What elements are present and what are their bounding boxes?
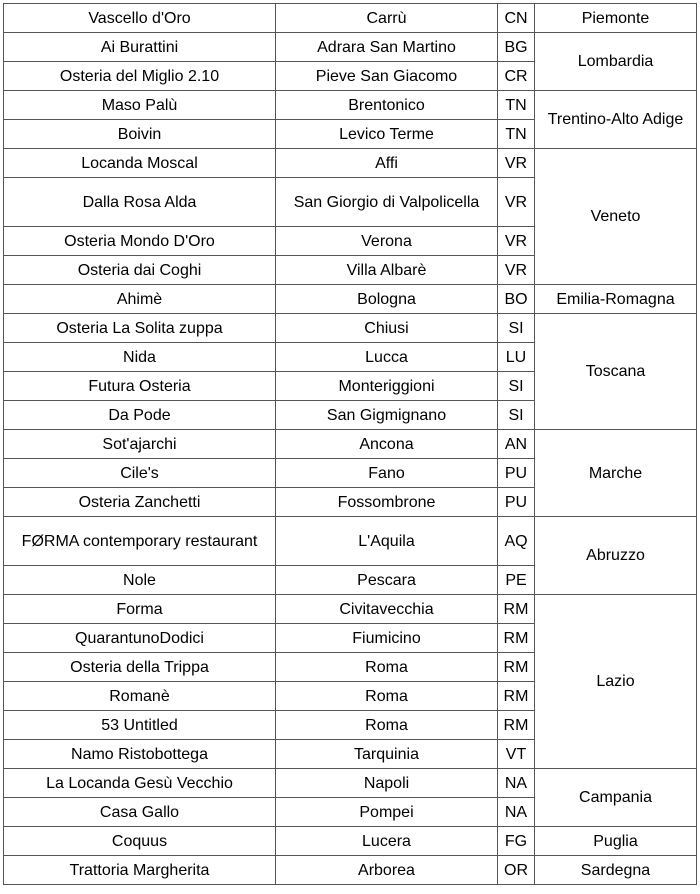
table-row bbox=[4, 4, 697, 33]
restaurant-province: AN bbox=[498, 430, 535, 459]
restaurant-name: Dalla Rosa Alda bbox=[4, 178, 276, 227]
restaurant-city: Villa Albarè bbox=[276, 256, 498, 285]
restaurant-name: Casa Gallo bbox=[4, 798, 276, 827]
restaurant-province: SI bbox=[498, 372, 535, 401]
region-cell: Lazio bbox=[535, 595, 697, 769]
restaurant-city: Pompei bbox=[276, 798, 498, 827]
restaurant-name: Sot'ajarchi bbox=[4, 430, 276, 459]
restaurant-city: Civitavecchia bbox=[276, 595, 498, 624]
restaurant-city: Roma bbox=[276, 653, 498, 682]
restaurant-province: AQ bbox=[498, 517, 535, 566]
restaurant-name: Cile's bbox=[4, 459, 276, 488]
table-row bbox=[4, 314, 697, 343]
restaurant-province: SI bbox=[498, 401, 535, 430]
restaurant-city: Roma bbox=[276, 682, 498, 711]
restaurant-city: Ancona bbox=[276, 430, 498, 459]
restaurant-province: PU bbox=[498, 488, 535, 517]
restaurant-province: TN bbox=[498, 91, 535, 120]
restaurant-name: FØRMA contemporary restaurant bbox=[4, 517, 276, 566]
restaurant-province: TN bbox=[498, 120, 535, 149]
restaurant-province: LU bbox=[498, 343, 535, 372]
region-cell: Toscana bbox=[535, 314, 697, 430]
restaurant-name: Vascello d'Oro bbox=[4, 4, 276, 33]
region-cell: Piemonte bbox=[535, 4, 697, 33]
restaurant-name: Nida bbox=[4, 343, 276, 372]
restaurant-name: Trattoria Margherita bbox=[4, 856, 276, 885]
restaurant-city: Pescara bbox=[276, 566, 498, 595]
restaurant-name: QuarantunoDodici bbox=[4, 624, 276, 653]
restaurant-name: Da Pode bbox=[4, 401, 276, 430]
restaurant-name: Nole bbox=[4, 566, 276, 595]
restaurant-city: Napoli bbox=[276, 769, 498, 798]
restaurant-province: RM bbox=[498, 624, 535, 653]
table-row bbox=[4, 430, 697, 459]
restaurant-name: Ai Burattini bbox=[4, 33, 276, 62]
restaurant-name: Futura Osteria bbox=[4, 372, 276, 401]
table-row bbox=[4, 517, 697, 566]
table-row bbox=[4, 149, 697, 178]
restaurant-city: Affi bbox=[276, 149, 498, 178]
restaurant-name: Coquus bbox=[4, 827, 276, 856]
region-cell: Campania bbox=[535, 769, 697, 827]
restaurant-city: Pieve San Giacomo bbox=[276, 62, 498, 91]
restaurant-city: Fossombrone bbox=[276, 488, 498, 517]
restaurant-city: Lucera bbox=[276, 827, 498, 856]
restaurant-city: Roma bbox=[276, 711, 498, 740]
restaurant-name: Namo Ristobottega bbox=[4, 740, 276, 769]
restaurant-province: FG bbox=[498, 827, 535, 856]
restaurant-city: Arborea bbox=[276, 856, 498, 885]
restaurant-name: Maso Palù bbox=[4, 91, 276, 120]
restaurant-name: Osteria La Solita zuppa bbox=[4, 314, 276, 343]
restaurant-name: La Locanda Gesù Vecchio bbox=[4, 769, 276, 798]
restaurant-city: Fano bbox=[276, 459, 498, 488]
restaurant-province: RM bbox=[498, 711, 535, 740]
restaurant-province: VR bbox=[498, 178, 535, 227]
restaurant-name: 53 Untitled bbox=[4, 711, 276, 740]
table-row bbox=[4, 769, 697, 798]
restaurant-province: NA bbox=[498, 798, 535, 827]
restaurant-province: SI bbox=[498, 314, 535, 343]
region-cell: Abruzzo bbox=[535, 517, 697, 595]
region-cell: Marche bbox=[535, 430, 697, 517]
restaurant-city: Verona bbox=[276, 227, 498, 256]
restaurant-name: Osteria dai Coghi bbox=[4, 256, 276, 285]
restaurant-province: RM bbox=[498, 653, 535, 682]
restaurant-city: Fiumicino bbox=[276, 624, 498, 653]
restaurant-province: PU bbox=[498, 459, 535, 488]
restaurant-province: VT bbox=[498, 740, 535, 769]
region-cell: Trentino-Alto Adige bbox=[535, 91, 697, 149]
restaurant-name: Osteria della Trippa bbox=[4, 653, 276, 682]
region-cell: Veneto bbox=[535, 149, 697, 285]
restaurant-city: Levico Terme bbox=[276, 120, 498, 149]
restaurant-name: Boivin bbox=[4, 120, 276, 149]
restaurant-city: Tarquinia bbox=[276, 740, 498, 769]
restaurant-city: Monteriggioni bbox=[276, 372, 498, 401]
restaurant-city: Lucca bbox=[276, 343, 498, 372]
region-cell: Sardegna bbox=[535, 856, 697, 885]
restaurant-city: L'Aquila bbox=[276, 517, 498, 566]
restaurant-province: CN bbox=[498, 4, 535, 33]
table-row bbox=[4, 285, 697, 314]
restaurant-name: Osteria Zanchetti bbox=[4, 488, 276, 517]
restaurant-province: PE bbox=[498, 566, 535, 595]
restaurant-province: OR bbox=[498, 856, 535, 885]
top-crop-edge bbox=[3, 0, 696, 3]
restaurant-province: VR bbox=[498, 256, 535, 285]
restaurant-province: RM bbox=[498, 682, 535, 711]
restaurant-name: Ahimè bbox=[4, 285, 276, 314]
restaurant-name: Osteria Mondo D'Oro bbox=[4, 227, 276, 256]
restaurant-table bbox=[3, 3, 697, 885]
region-cell: Lombardia bbox=[535, 33, 697, 91]
table-row bbox=[4, 595, 697, 624]
restaurant-city: Adrara San Martino bbox=[276, 33, 498, 62]
restaurant-name: Osteria del Miglio 2.10 bbox=[4, 62, 276, 91]
restaurant-city: Bologna bbox=[276, 285, 498, 314]
restaurant-city: Brentonico bbox=[276, 91, 498, 120]
table-row bbox=[4, 91, 697, 120]
table-row bbox=[4, 827, 697, 856]
restaurant-province: NA bbox=[498, 769, 535, 798]
restaurant-city: San Giorgio di Valpolicella bbox=[276, 178, 498, 227]
restaurant-name: Locanda Moscal bbox=[4, 149, 276, 178]
restaurant-city: Chiusi bbox=[276, 314, 498, 343]
table-row bbox=[4, 856, 697, 885]
restaurant-city: San Gigmignano bbox=[276, 401, 498, 430]
restaurant-city: Carrù bbox=[276, 4, 498, 33]
restaurant-name: Forma bbox=[4, 595, 276, 624]
region-cell: Puglia bbox=[535, 827, 697, 856]
restaurant-province: CR bbox=[498, 62, 535, 91]
region-cell: Emilia-Romagna bbox=[535, 285, 697, 314]
restaurant-province: VR bbox=[498, 227, 535, 256]
table-row bbox=[4, 33, 697, 62]
restaurant-province: VR bbox=[498, 149, 535, 178]
restaurant-province: BG bbox=[498, 33, 535, 62]
restaurant-province: RM bbox=[498, 595, 535, 624]
restaurant-name: Romanè bbox=[4, 682, 276, 711]
restaurant-province: BO bbox=[498, 285, 535, 314]
